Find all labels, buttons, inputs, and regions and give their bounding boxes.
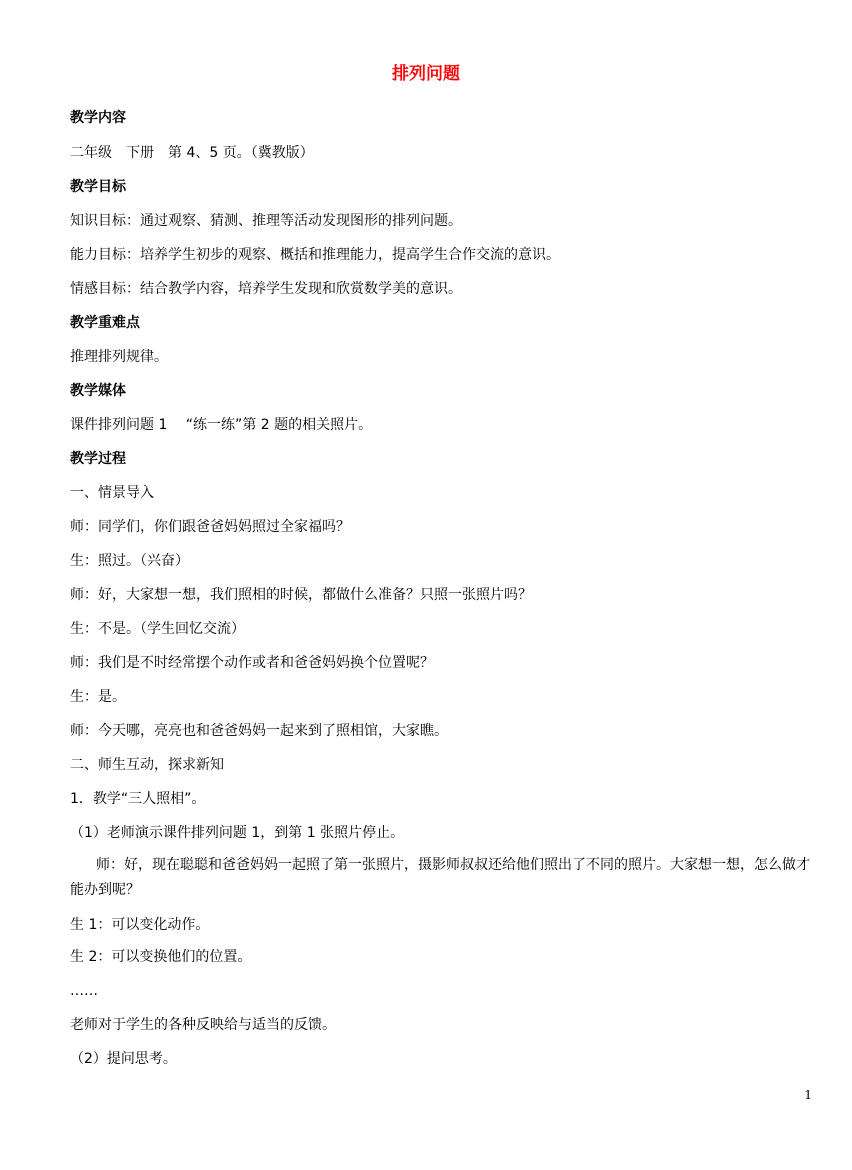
teacher-feedback-text: 老师对于学生的各种反映给与适当的反馈。	[70, 1017, 336, 1033]
process-part-one: 一、情景导入	[70, 485, 154, 501]
teaching-media-text: 课件排列问题 1 “练一练”第 2 题的相关照片。	[70, 417, 373, 433]
dialogue-line: 生：照过。（兴奋）	[70, 553, 189, 569]
process-subitem-one: （1）老师演示课件排列问题 1，到第 1 张照片停止。	[70, 825, 405, 841]
process-item-one: 1．教学“三人照相”。	[70, 791, 206, 807]
ellipsis-line: ……	[70, 983, 98, 999]
dialogue-line-wrapped: 师：好，现在聪聪和爸爸妈妈一起照了第一张照片，摄影师叔叔还给他们照出了不同的照片。大家想一想，怎么做才能办到呢？	[70, 857, 810, 898]
dialogue-line: 师：同学们，你们跟爸爸妈妈照过全家福吗？	[70, 519, 350, 535]
heading-teaching-process: 教学过程	[70, 451, 126, 467]
goal-emotion-text: 情感目标：结合教学内容，培养学生发现和欣赏数学美的意识。	[70, 281, 462, 297]
dialogue-line: 师：好，大家想一想，我们照相的时候，都做什么准备？只照一张照片吗？	[70, 587, 532, 603]
page-number: 1	[804, 1088, 812, 1102]
process-subitem-two: （2）提问思考。	[70, 1051, 177, 1067]
document-title: 排列问题	[392, 64, 460, 84]
heading-key-points: 教学重难点	[70, 315, 140, 331]
key-points-text: 推理排列规律。	[70, 349, 168, 365]
heading-teaching-media: 教学媒体	[70, 383, 126, 399]
heading-teaching-content: 教学内容	[70, 110, 126, 126]
goal-ability-text: 能力目标：培养学生初步的观察、概括和推理能力，提高学生合作交流的意识。	[70, 247, 560, 263]
process-part-two: 二、师生互动，探求新知	[70, 757, 224, 773]
dialogue-line: 生：不是。（学生回忆交流）	[70, 621, 245, 637]
dialogue-line: 师：我们是不时经常摆个动作或者和爸爸妈妈换个位置呢？	[70, 655, 434, 671]
dialogue-line: 生 2：可以变换他们的位置。	[70, 949, 252, 965]
dialogue-line: 生：是。	[70, 689, 126, 705]
dialogue-line: 师：今天哪，亮亮也和爸爸妈妈一起来到了照相馆，大家瞧。	[70, 723, 448, 739]
goal-knowledge-text: 知识目标：通过观察、猜测、推理等活动发现图形的排列问题。	[70, 213, 462, 229]
teaching-content-text: 二年级 下册 第 4、5 页。（冀教版）	[70, 145, 314, 161]
heading-teaching-goals: 教学目标	[70, 179, 126, 195]
dialogue-line: 生 1：可以变化动作。	[70, 917, 210, 933]
